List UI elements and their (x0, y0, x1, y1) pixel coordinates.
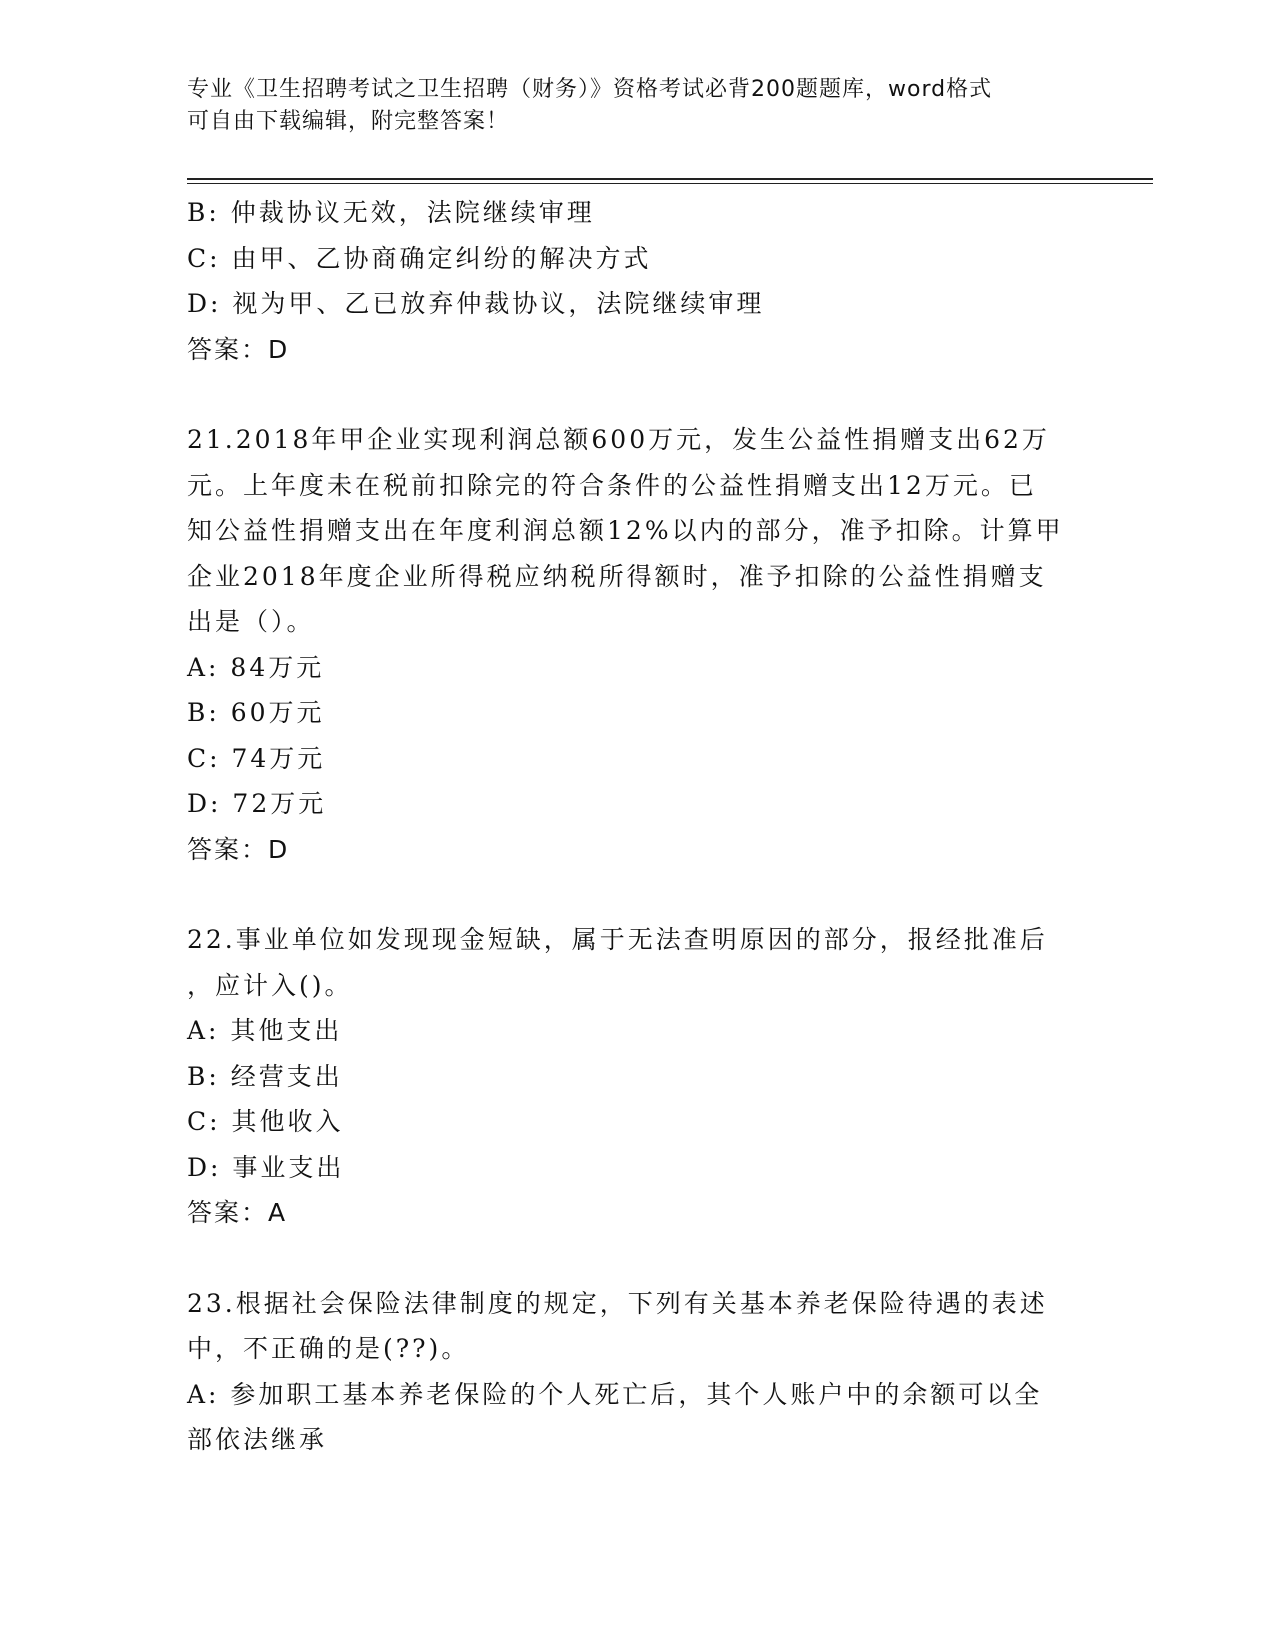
q23-option-a-line-1: A: 参加职工基本养老保险的个人死亡后，其个人账户中的余额可以全 (187, 1379, 1043, 1409)
spacer (187, 1236, 1077, 1281)
header-line-1: 专业《卫生招聘考试之卫生招聘（财务）》资格考试必背200题题库，word格式 (187, 77, 993, 102)
q21-option-a: A: 84万元 (187, 652, 325, 682)
question-22 (187, 917, 1077, 1236)
q21-answer: 答案：D (187, 834, 290, 864)
q20-option-b: B: 仲裁协议无效，法院继续审理 (187, 198, 595, 227)
header-divider-thick (187, 178, 1153, 180)
q23-stem-line-1: 23.根据社会保险法律制度的规定，下列有关基本养老保险待遇的表述 (187, 1288, 1048, 1318)
q20-option-d: D: 视为甲、乙已放弃仲裁协议，法院继续审理 (187, 289, 765, 318)
q21-option-d: D: 72万元 (187, 789, 327, 818)
document-header (187, 74, 1067, 138)
q23-option-a-line-2: 部依法继承 (187, 1425, 328, 1454)
q22-option-a: A: 其他支出 (187, 1016, 343, 1045)
q23-stem-line-2: 中，不正确的是(??)。 (187, 1334, 470, 1363)
q22-answer: 答案：A (187, 1198, 288, 1227)
question-20-tail (187, 190, 1077, 372)
document-body (187, 190, 1077, 1463)
question-23 (187, 1281, 1077, 1463)
header-divider-thin (187, 183, 1153, 184)
q22-option-c: C: 其他收入 (187, 1107, 344, 1136)
q22-stem-line-1: 22.事业单位如发现现金短缺，属于无法查明原因的部分，报经批准后 (187, 925, 1048, 954)
q21-option-b: B: 60万元 (187, 698, 325, 727)
spacer (187, 872, 1077, 917)
question-21 (187, 417, 1077, 872)
q21-stem-line-4: 企业2018年度企业所得税应纳税所得额时，准予扣除的公益性捐赠支 (187, 561, 1047, 591)
header-line-2: 可自由下载编辑，附完整答案！ (187, 109, 510, 134)
q22-stem-line-2: ，应计入()。 (187, 970, 353, 1000)
q21-stem-line-3: 知公益性捐赠支出在年度利润总额12%以内的部分，准予扣除。计算甲 (187, 516, 1064, 545)
q22-option-d: D: 事业支出 (187, 1152, 345, 1182)
q21-option-c: C: 74万元 (187, 743, 326, 773)
q21-stem-line-2: 元。上年度未在税前扣除完的符合条件的公益性捐赠支出12万元。已 (187, 470, 1037, 500)
q20-answer: 答案：D (187, 334, 290, 364)
q21-stem-line-1: 21.2018年甲企业实现利润总额600万元，发生公益性捐赠支出62万 (187, 425, 1050, 454)
q21-stem-line-5: 出是（）。 (187, 607, 315, 636)
spacer (187, 372, 1077, 417)
q20-option-c: C: 由甲、乙协商确定纠纷的解决方式 (187, 243, 652, 273)
q22-option-b: B: 经营支出 (187, 1061, 343, 1091)
